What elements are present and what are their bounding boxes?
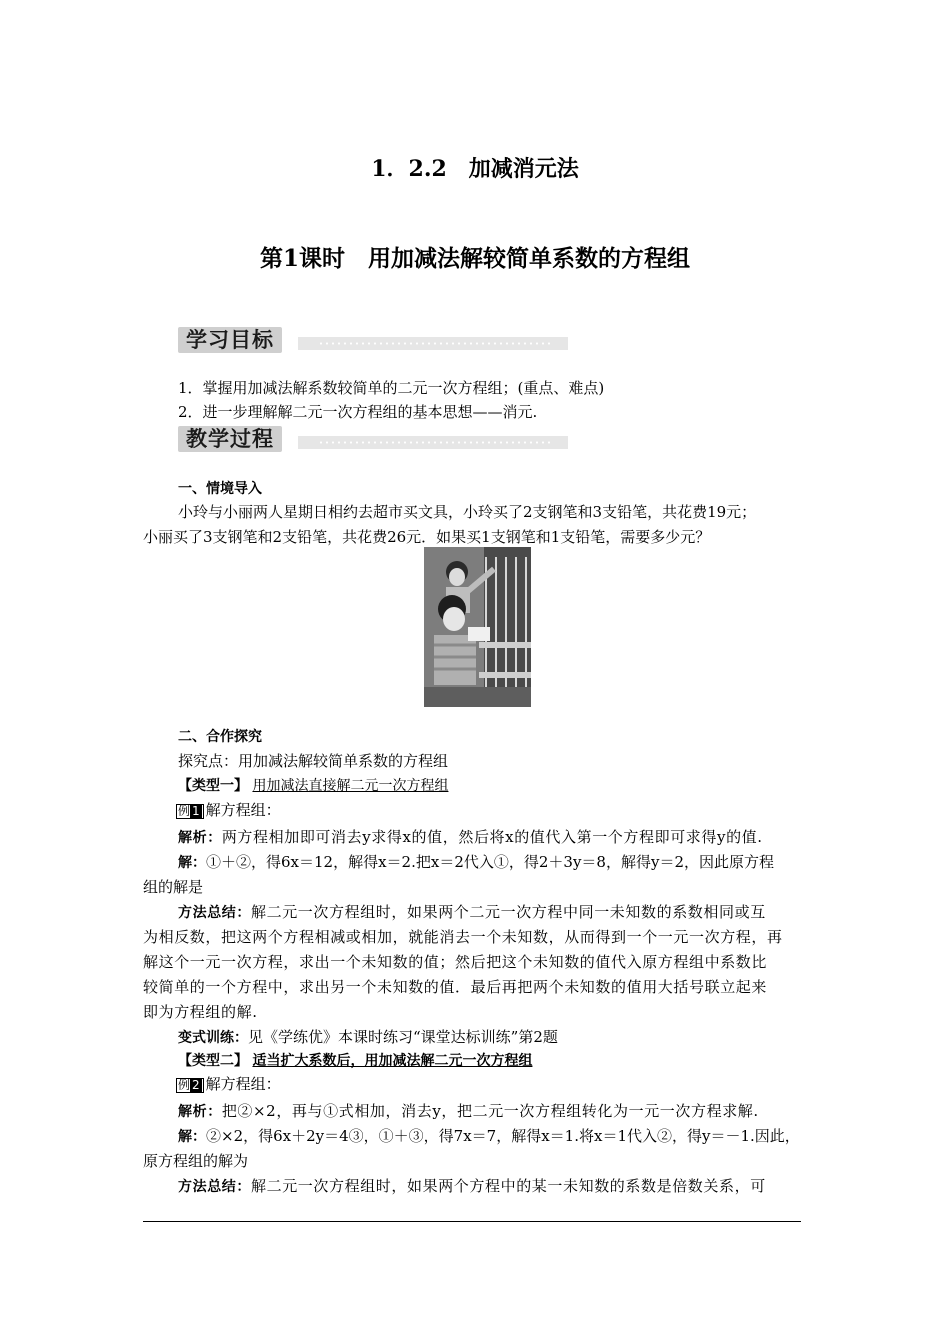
part1-heading: 一、情境导入 — [178, 481, 262, 497]
shopping-girls-photo — [424, 547, 531, 707]
summary1-line-1 — [178, 901, 766, 922]
example2-solution — [178, 1125, 800, 1146]
process-banner-label: 教学过程 — [178, 426, 282, 452]
intro-text-line-2: 小丽买了3支钢笔和2支铅笔，共花费26元．如果买1支钢笔和1支铅笔，需要多少元？ — [143, 528, 711, 546]
example-badge-1 — [176, 804, 204, 819]
type2-title: 适当扩大系数后，用加减法解二元一次方程组 — [252, 1053, 533, 1069]
goal-item-1: 1．掌握用加减法解系数较简单的二元一次方程组；(重点、难点) — [178, 379, 605, 397]
scene-photo — [424, 547, 531, 707]
example1-analysis — [178, 826, 763, 847]
example2-solution-line-2: 原方程组的解为 — [143, 1152, 249, 1170]
goals-banner — [178, 327, 568, 355]
banner-dots — [318, 441, 550, 444]
summary2-line-1 — [178, 1175, 766, 1196]
goals-banner-label: 学习目标 — [178, 327, 282, 353]
footer-rule — [143, 1221, 801, 1222]
variant-label: 变式训练： — [178, 1030, 248, 1046]
example1-solution — [178, 851, 774, 872]
example2-analysis — [178, 1100, 759, 1121]
section-title: 1．2.2 加减消元法 — [371, 156, 579, 182]
type1-heading — [178, 775, 448, 795]
explore-point: 探究点：用加减法解较简单系数的方程组 — [178, 752, 449, 770]
example1-solution-line-2: 组的解是 — [143, 878, 204, 896]
variant-training — [178, 1026, 558, 1047]
example1-prompt: 解方程组： — [205, 801, 281, 819]
summary-text: 解二元一次方程组时，如果两个方程中的某一未知数的系数是倍数关系，可 — [251, 1177, 766, 1195]
badge-number: 1 — [192, 804, 200, 818]
solution-text-line-1: ①＋②，得6x＝12，解得x＝2.把x＝2代入①，得2＋3y＝8，解得y＝2，因此原方程 — [206, 853, 774, 871]
summary-label: 方法总结： — [178, 905, 251, 921]
example1-prompt-line — [176, 799, 281, 820]
summary-text: 解二元一次方程组时，如果两个二元一次方程中同一未知数的系数相同或互 — [251, 903, 766, 921]
summary-label: 方法总结： — [178, 1179, 251, 1195]
badge-char: 例 — [178, 1078, 191, 1092]
solution-text-line-1: ②×2，得6x＋2y＝4③，①＋③，得7x＝7，解得x＝1.将x＝1代入②，得y＝－1.因此， — [206, 1127, 800, 1145]
analysis-text: 两方程相加即可消去y求得x的值，然后将x的值代入第一个方程即可求得y的值. — [221, 828, 763, 846]
type1-title: 用加减法直接解二元一次方程组 — [252, 778, 449, 794]
process-banner — [178, 426, 568, 454]
solution-label: 解： — [178, 855, 206, 871]
badge-number: 2 — [192, 1078, 200, 1092]
example-badge-2 — [176, 1078, 204, 1093]
lesson-title: 第1课时 用加减法解较简单系数的方程组 — [259, 245, 690, 272]
example2-prompt: 解方程组： — [205, 1075, 281, 1093]
analysis-text: 把②×2，再与①式相加，消去y，把二元一次方程组转化为一元一次方程求解. — [221, 1102, 759, 1120]
summary1-line-2: 为相反数，把这两个方程相减或相加，就能消去一个未知数，从而得到一个一元一次方程，再 — [143, 928, 783, 946]
example2-prompt-line — [176, 1073, 281, 1094]
summary1-line-3: 解这个一元一次方程，求出一个未知数的值；然后把这个未知数的值代入原方程组中系数比 — [143, 953, 768, 971]
summary1-line-4: 较简单的一个方程中，求出另一个未知数的值．最后再把两个未知数的值用大括号联立起来 — [143, 978, 768, 996]
intro-text-line-1: 小玲与小丽两人星期日相约去超市买文具，小玲买了2支钢笔和3支铅笔，共花费19元； — [178, 503, 757, 521]
badge-char: 例 — [178, 804, 191, 818]
variant-text: 见《学练优》本课时练习“课堂达标训练”第2题 — [248, 1028, 558, 1046]
banner-dots — [318, 342, 550, 345]
part2-heading: 二、合作探究 — [178, 729, 262, 745]
type2-tag: 【类型二】 — [178, 1053, 248, 1069]
analysis-label: 解析： — [178, 1104, 222, 1120]
solution-label: 解： — [178, 1129, 206, 1145]
type1-tag: 【类型一】 — [178, 778, 248, 794]
type2-heading — [178, 1050, 532, 1070]
summary1-line-5: 即为方程组的解. — [143, 1003, 258, 1021]
goal-item-2: 2．进一步理解解二元一次方程组的基本思想——消元. — [178, 403, 538, 421]
analysis-label: 解析： — [178, 830, 222, 846]
